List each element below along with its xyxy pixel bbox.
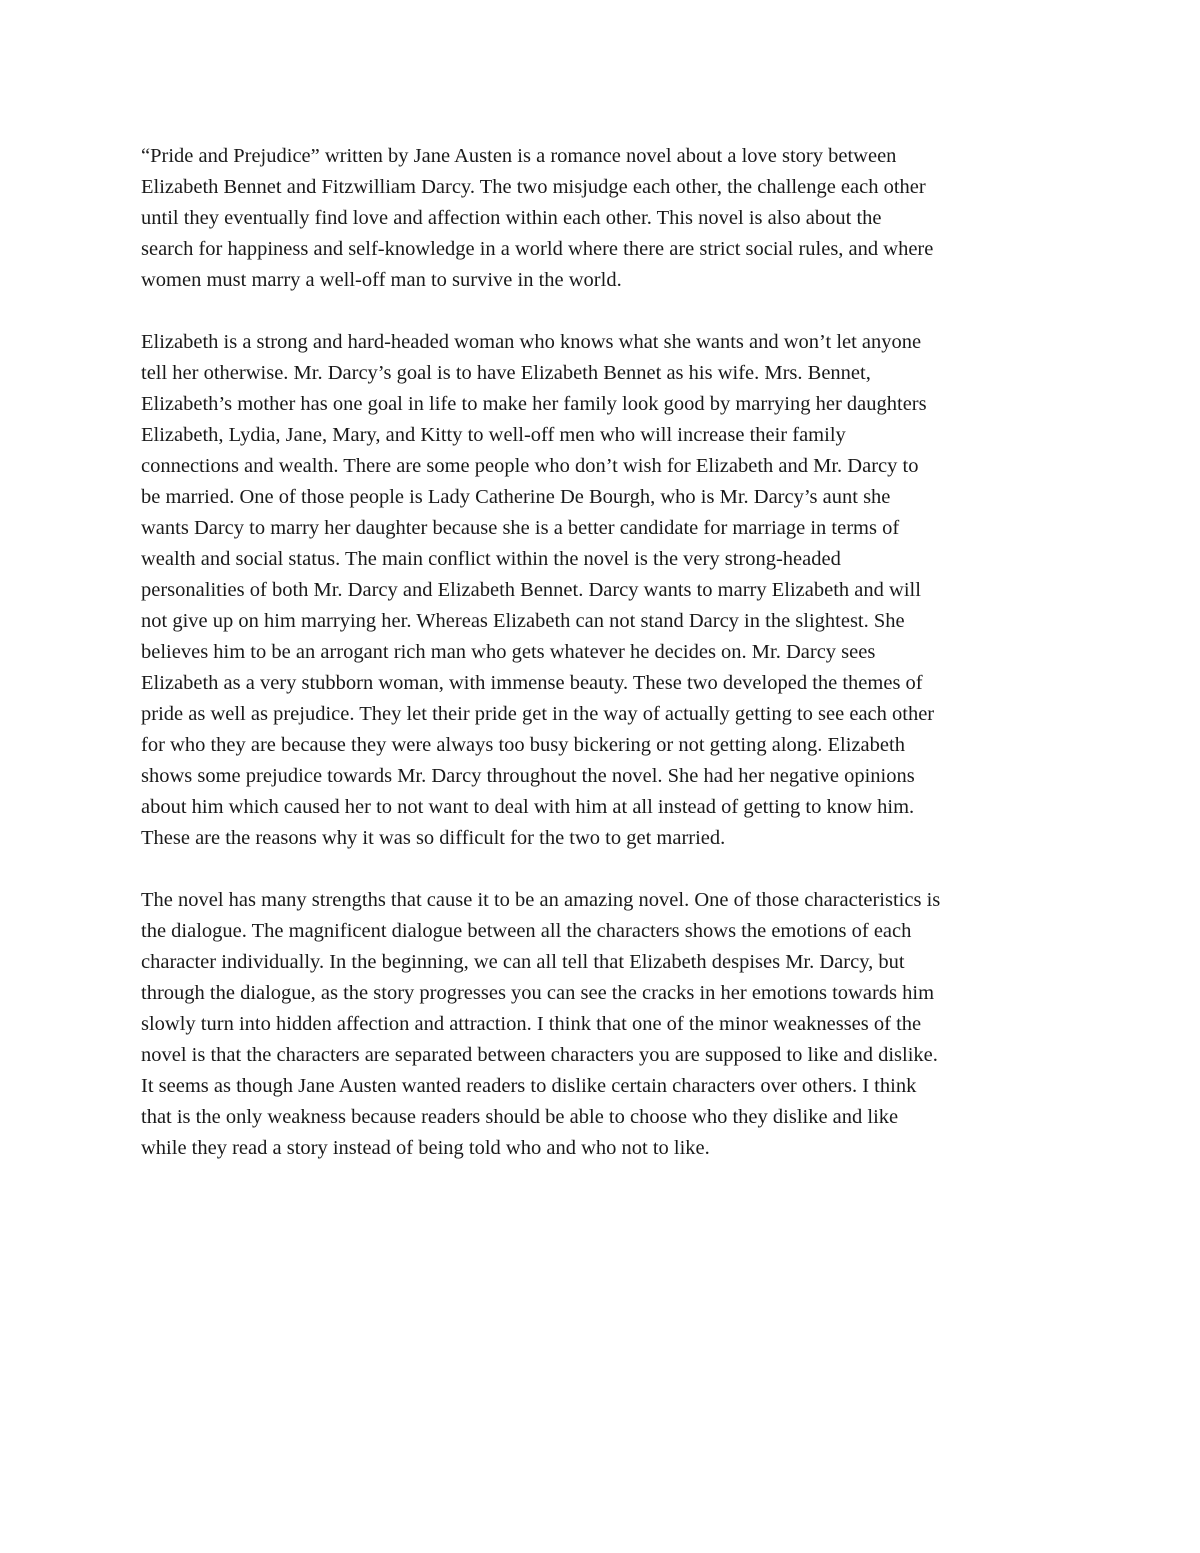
text-line: that is the only weakness because readers should be able to choose who they dislike and like [141,1106,899,1128]
text-line: believes him to be an arrogant rich man who gets whatever he decides on. Mr. Darcy sees [141,641,876,663]
text-line: slowly turn into hidden affection and attraction. I think that one of the minor weaknesses of the [141,1013,922,1035]
text-line: through the dialogue, as the story progresses you can see the cracks in her emotions towards him [141,982,935,1004]
paragraph-introduction [141,141,1071,296]
text-line: character individually. In the beginning, we can all tell that Elizabeth despises Mr. Darcy, but [141,951,905,973]
text-line: search for happiness and self-knowledge in a world where there are strict social rules, and where [141,238,934,260]
text-line: shows some prejudice towards Mr. Darcy throughout the novel. She had her negative opinions [141,765,915,787]
text-line: for who they are because they were always too busy bickering or not getting along. Elizabeth [141,734,905,756]
text-line: Elizabeth is a strong and hard-headed woman who knows what she wants and won’t let anyone [141,331,922,353]
text-line: “Pride and Prejudice” written by Jane Austen is a romance novel about a love story between [141,145,897,167]
text-line: Elizabeth’s mother has one goal in life to make her family look good by marrying her daughters [141,393,927,415]
text-line: personalities of both Mr. Darcy and Elizabeth Bennet. Darcy wants to marry Elizabeth and will [141,579,921,601]
text-line: Elizabeth as a very stubborn woman, with immense beauty. These two developed the themes of [141,672,923,694]
text-line: connections and wealth. There are some people who don’t wish for Elizabeth and Mr. Darcy to [141,455,919,477]
paragraph-strengths-weaknesses [141,885,1071,1164]
text-line: pride as well as prejudice. They let their pride get in the way of actually getting to see each other [141,703,935,725]
text-line: These are the reasons why it was so difficult for the two to get married. [141,827,726,849]
text-line: not give up on him marrying her. Whereas Elizabeth can not stand Darcy in the slightest. She [141,610,905,632]
text-line: while they read a story instead of being told who and who not to like. [141,1137,710,1159]
text-line: until they eventually find love and affection within each other. This novel is also about the [141,207,882,229]
text-line: It seems as though Jane Austen wanted readers to dislike certain characters over others. I think [141,1075,917,1097]
text-line: about him which caused her to not want to deal with him at all instead of getting to know him. [141,796,915,818]
text-line: tell her otherwise. Mr. Darcy’s goal is to have Elizabeth Bennet as his wife. Mrs. Bennet, [141,362,871,384]
text-line: wants Darcy to marry her daughter because she is a better candidate for marriage in terms of [141,517,900,539]
paragraph-characters [141,327,1071,854]
text-line: novel is that the characters are separated between characters you are supposed to like and dislike. [141,1044,938,1066]
text-line: be married. One of those people is Lady Catherine De Bourgh, who is Mr. Darcy’s aunt she [141,486,891,508]
text-line: Elizabeth Bennet and Fitzwilliam Darcy. The two misjudge each other, the challenge each other [141,176,926,198]
text-line: women must marry a well-off man to survive in the world. [141,269,622,291]
text-line: The novel has many strengths that cause it to be an amazing novel. One of those characteristics is [141,889,941,911]
document-body [141,141,1071,1195]
text-line: Elizabeth, Lydia, Jane, Mary, and Kitty to well-off men who will increase their family [141,424,846,446]
text-line: the dialogue. The magnificent dialogue between all the characters shows the emotions of each [141,920,912,942]
text-line: wealth and social status. The main conflict within the novel is the very strong-headed [141,548,841,570]
